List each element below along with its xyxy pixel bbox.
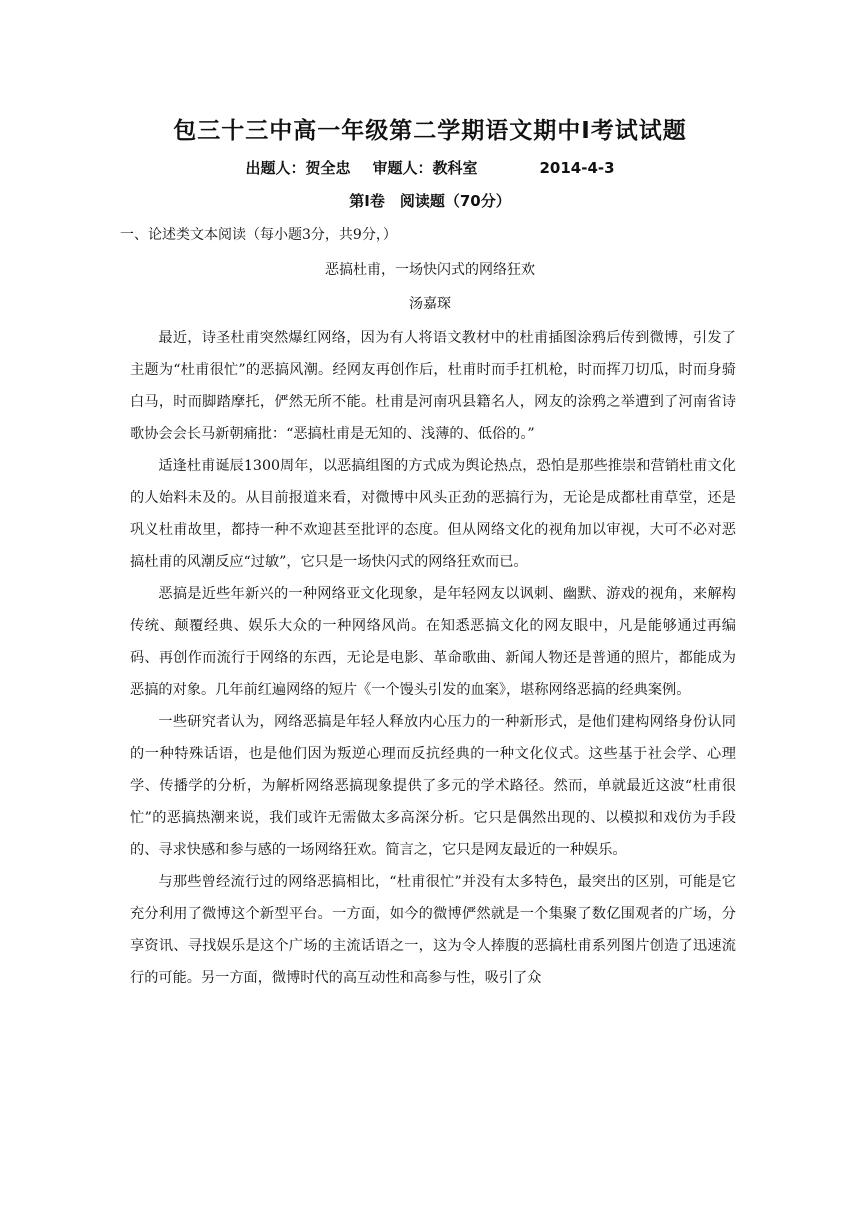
- essay-paragraph: 与那些曾经流行过的网络恶搞相比，“杜甫很忙”并没有太多特色，最突出的区别，可能是它充分利用了微博这个新型平台。一方面，如今的微博俨然就是一个集聚了数亿围观者的广场，分享资讯、寻找娱乐是这个广场的主流话语之一，这为令人捧腹的恶搞杜甫系列图片创造了迅速流行的可能。另一方面，微博时代的高互动性和高参与性，吸引了众: [130, 874, 736, 986]
- essay-paragraph: 一些研究者认为，网络恶搞是年轻人释放内心压力的一种新形式，是他们建构网络身份认同的一种特殊话语，也是他们因为叛逆心理而反抗经典的一种文化仪式。这些基于社会学、心理学、传播学的分析，为解析网络恶搞现象提供了多元的学术路径。然而，单就最近这波“杜甫很忙”的恶搞热潮来说，我们或许无需做太多高深分析。它只是偶然出现的、以模拟和戏仿为手段的、寻求快感和参与感的一场网络狂欢。简言之，它只是网友最近的一种娱乐。: [130, 714, 736, 858]
- part-title: 第Ⅰ卷 阅读题（70分）: [349, 192, 511, 210]
- exam-title: 包三十三中高一年级第二学期语文期中Ⅰ考试试题: [173, 118, 687, 144]
- setter-label: 出题人：贺全忠: [245, 159, 351, 177]
- reviewer-label: 审题人：教科室: [372, 159, 478, 177]
- essay-paragraph: 适逢杜甫诞辰1300周年，以恶搞组图的方式成为舆论热点，恐怕是那些推崇和营销杜甫文化的人始料未及的。从目前报道来看，对微博中风头正劲的恶搞行为，无论是成都杜甫草堂，还是巩义杜甫故里，都持一种不欢迎甚至批评的态度。但从网络文化的视角加以审视，大可不必对恶搞杜甫的风潮反应“过敏”，它只是一场快闪式的网络狂欢而已。: [130, 458, 736, 570]
- essay-body: [130, 322, 736, 994]
- essay-paragraph: 恶搞是近些年新兴的一种网络亚文化现象，是年轻网友以讽刺、幽默、游戏的视角，来解构传统、颠覆经典、娱乐大众的一种网络风尚。在知悉恶搞文化的网友眼中，凡是能够通过再编码、再创作而流行于网络的东西，无论是电影、革命歌曲、新闻人物还是普通的照片，都能成为恶搞的对象。几年前红遍网络的短片《一个馒头引发的血案》，堪称网络恶搞的经典案例。: [130, 586, 736, 698]
- exam-date: 2014-4-3: [539, 159, 615, 177]
- section-heading: 一、论述类文本阅读（每小题3分，共9分，）: [120, 227, 397, 243]
- essay-title: 恶搞杜甫，一场快闪式的网络狂欢: [325, 262, 535, 278]
- essay-paragraph: 最近，诗圣杜甫突然爆红网络，因为有人将语文教材中的杜甫插图涂鸦后传到微博，引发了主题为“杜甫很忙”的恶搞风潮。经网友再创作后，杜甫时而手扛机枪，时而挥刀切瓜，时而身骑白马，时而脚踏摩托，俨然无所不能。杜甫是河南巩县籍名人，网友的涂鸦之举遭到了河南省诗歌协会会长马新朝痛批：“恶搞杜甫是无知的、浅薄的、低俗的。”: [130, 330, 736, 442]
- essay-author: 汤嘉琛: [409, 296, 451, 312]
- exam-meta-line: [0, 157, 860, 178]
